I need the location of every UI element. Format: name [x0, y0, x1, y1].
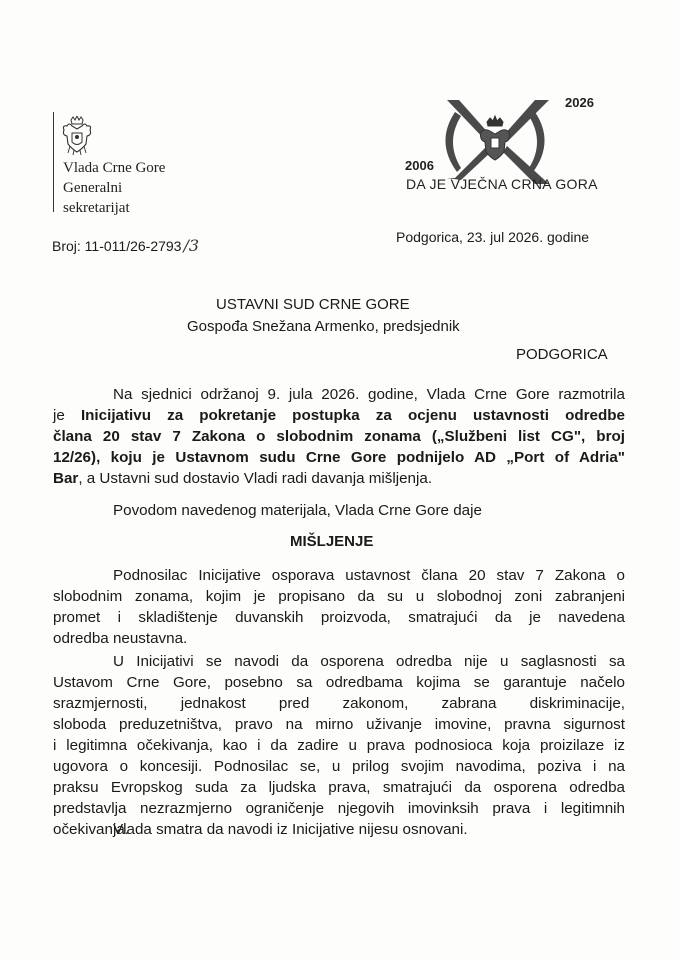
- p2-line-4: sloboda preduzetništva, pravo na mirno uživanje imovine, pravna sigurnost: [53, 716, 625, 733]
- intro-closing: [53, 500, 625, 521]
- intro-line-5-rest: , a Ustavni sud dostavio Vladi radi davanja mišljenja.: [78, 470, 433, 487]
- paragraph-3: [53, 819, 625, 840]
- gov-line-2: Generalni: [63, 180, 123, 196]
- gov-line-3: sekretarijat: [63, 200, 130, 216]
- p1-line-1: Podnosilac Inicijative osporava ustavnost člana 20 stav 7 Zakona o: [113, 567, 625, 584]
- recipient-person: Gospođa Snežana Armenko, predsjednik: [187, 318, 460, 335]
- logo-tagline: DA JE VJEČNA CRNA GORA: [406, 176, 598, 192]
- p2-line-5: i legitimna očekivanja, kao i da zadire u prava podnosioca koja proizilaze iz: [53, 737, 625, 754]
- p2-line-9: očekivanja.: [53, 821, 129, 838]
- intro-line-3: [53, 426, 625, 447]
- gov-line-1: Vlada Crne Gore: [63, 160, 166, 176]
- paragraph-2: [53, 651, 625, 840]
- intro-line-2-bold: Inicijativu za pokretanje postupka za ocjenu ustavnosti odredbe: [80, 407, 625, 424]
- intro-line-4-bold: 12/26), koju je Ustavnom sudu Crne Gore podnijelo AD „Port of Adria": [53, 449, 625, 466]
- logo-year-start: 2006: [405, 158, 434, 173]
- intro-line-1: Na sjednici održanoj 9. jula 2026. godine, Vlada Crne Gore razmotrila: [113, 386, 625, 403]
- government-block: [63, 158, 165, 218]
- intro-line-3-bold: člana 20 stav 7 Zakona o slobodnim zonama („Službeni list CG", broj: [53, 428, 625, 445]
- p2-line-7: praksu Evropskog suda za ljudska prava, smatrajući da osporena odredba: [53, 779, 625, 796]
- p1-line-2: slobodnim zonama, kojim je propisano da su u slobodnoj zoni zabranjeni: [53, 588, 625, 605]
- broj-label: Broj: 11-011/26-2793: [52, 238, 182, 254]
- intro-line-4: [53, 447, 625, 468]
- date-line: Podgorica, 23. jul 2026. godine: [396, 229, 590, 245]
- recipient-city: PODGORICA: [516, 346, 608, 363]
- intro-line-2: [53, 405, 625, 426]
- section-title: MIŠLJENJE: [290, 533, 374, 550]
- p3-line-1: Vlada smatra da navodi iz Inicijative nijesu osnovani.: [113, 821, 468, 838]
- p2-line-1: U Inicijativi se navodi da osporena odredba nije u saglasnosti sa: [113, 653, 625, 670]
- p1-line-4: odredba neustavna.: [53, 630, 188, 647]
- p2-line-2: Ustavom Crne Gore, posebno sa odredbama kojima se garantuje načelo: [53, 674, 625, 691]
- intro-paragraph: [53, 384, 625, 489]
- p2-line-6: ugovora o koncesiji. Podnosilac se, u prilog svojim navodima, poziva i na: [53, 758, 625, 775]
- broj-handwritten: /3: [183, 236, 200, 255]
- intro-line-5-bold: Bar: [53, 470, 79, 487]
- p2-line-3: srazmjernosti, jednakost pred zakonom, zabrana diskriminacije,: [53, 695, 625, 712]
- p2-line-8: predstavlja nezrazmjerno ograničenje njegovih imovinksih prava i legitimnih: [53, 800, 625, 817]
- intro-line-2-pre: je: [53, 407, 81, 424]
- header-divider: [53, 112, 54, 212]
- p1-line-3: promet i skladištenje duvanskih proizvoda, smatrajući da je navedena: [53, 609, 625, 626]
- intro-line-5: [53, 468, 625, 489]
- paragraph-1: [53, 565, 625, 649]
- reference-number: [52, 236, 199, 255]
- intro-line-6: Povodom navedenog materijala, Vlada Crne Gore daje: [113, 502, 482, 519]
- coat-of-arms-icon: [60, 116, 94, 156]
- logo-year-end: 2026: [565, 95, 594, 110]
- recipient-court: USTAVNI SUD CRNE GORE: [216, 296, 410, 313]
